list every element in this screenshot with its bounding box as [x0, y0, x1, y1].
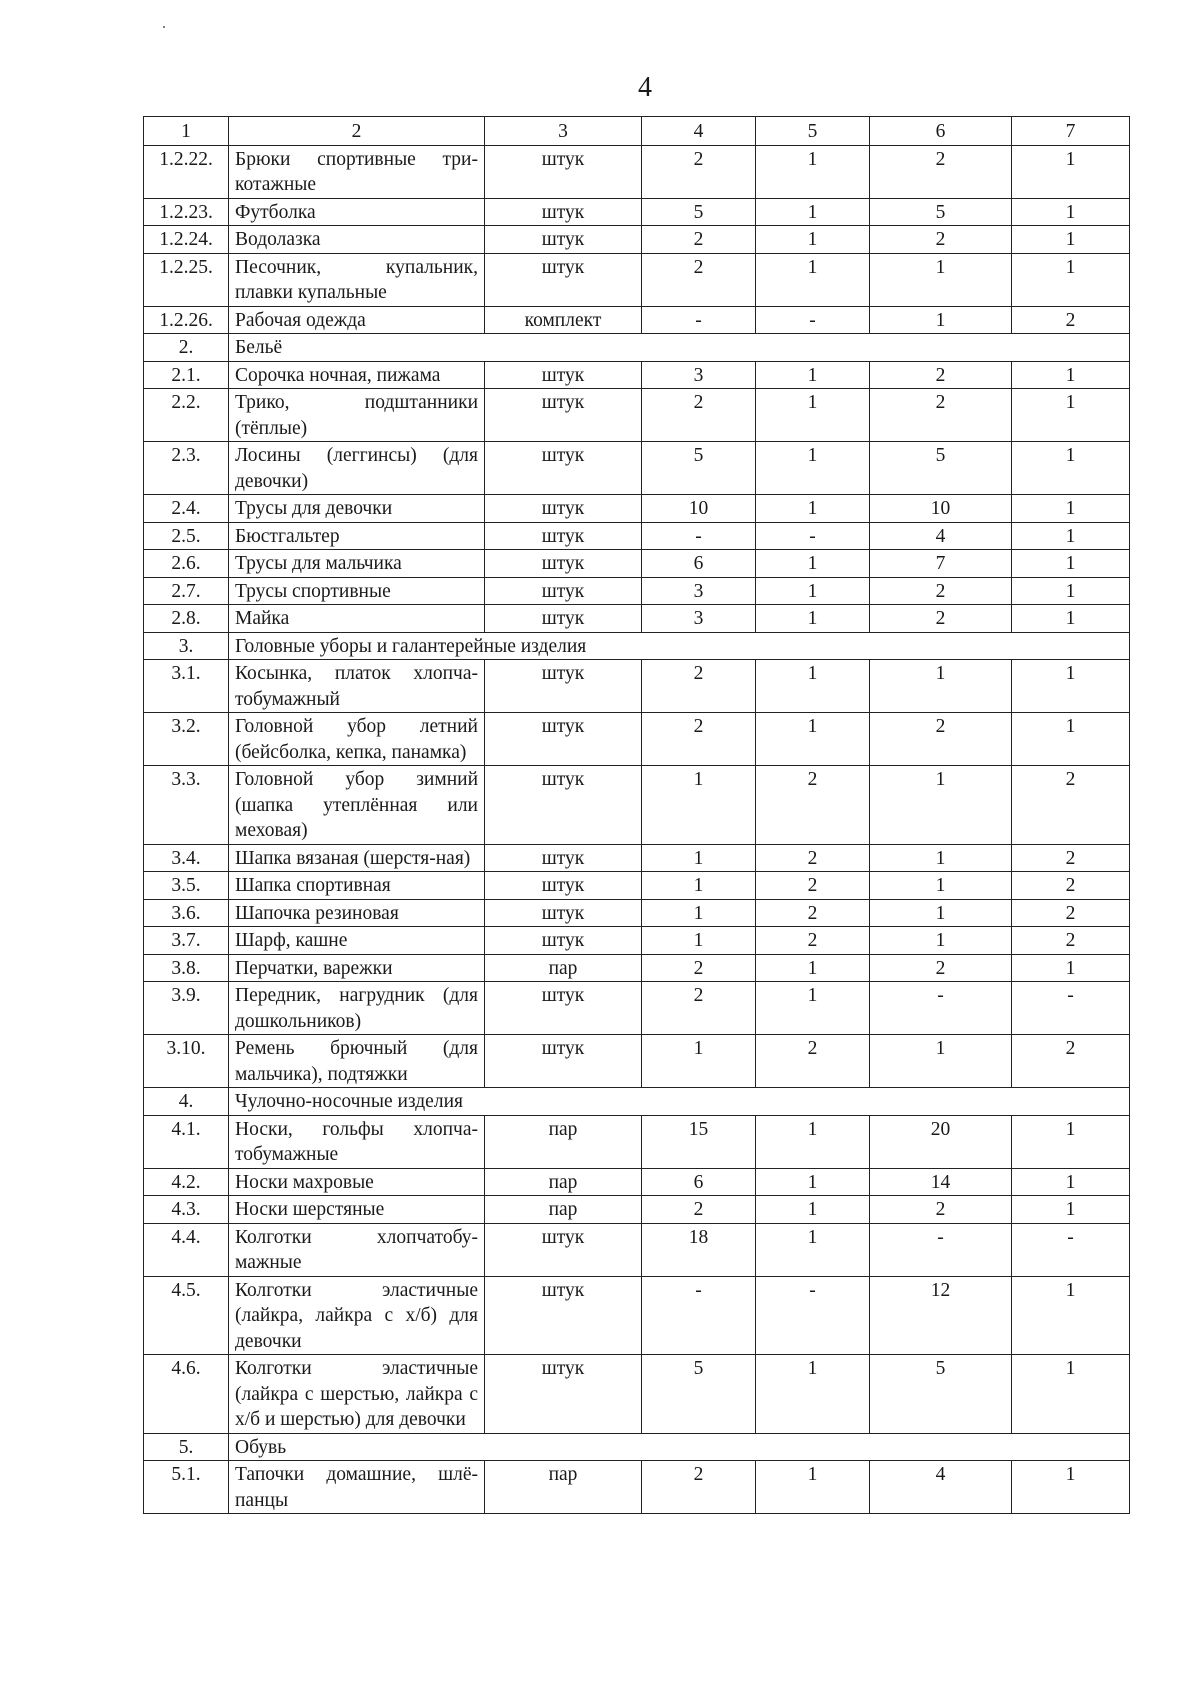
- cell-col5: 2: [756, 927, 870, 955]
- section-number: 3.: [144, 632, 229, 660]
- cell-col5: 1: [756, 226, 870, 254]
- item-number: 2.4.: [144, 495, 229, 523]
- table-row: [144, 872, 1130, 900]
- cell-col7: 1: [1012, 145, 1130, 198]
- column-number-row: [144, 117, 1130, 146]
- item-name: Лосины (леггинсы) (для девочки): [229, 442, 485, 495]
- item-name: Косынка, платок хлопча-тобумажный: [229, 660, 485, 713]
- item-name: Бюстгальтер: [229, 522, 485, 550]
- item-unit: штук: [485, 899, 642, 927]
- item-unit: штук: [485, 766, 642, 845]
- cell-col6: 5: [870, 442, 1012, 495]
- item-number: 2.1.: [144, 361, 229, 389]
- cell-col7: 1: [1012, 1115, 1130, 1168]
- item-name: Колготки хлопчатобу-мажные: [229, 1223, 485, 1276]
- cell-col5: 1: [756, 361, 870, 389]
- column-number: 1: [144, 117, 229, 146]
- table-row: [144, 660, 1130, 713]
- cell-col5: 1: [756, 1223, 870, 1276]
- table-row: [144, 442, 1130, 495]
- cell-col6: 7: [870, 550, 1012, 578]
- section-title: Бельё: [229, 334, 1130, 362]
- cell-col7: 1: [1012, 605, 1130, 633]
- cell-col7: 1: [1012, 1276, 1130, 1355]
- item-number: 2.7.: [144, 577, 229, 605]
- cell-col6: 2: [870, 713, 1012, 766]
- cell-col6: 2: [870, 361, 1012, 389]
- item-unit: штук: [485, 522, 642, 550]
- section-row: [144, 334, 1130, 362]
- cell-col7: 1: [1012, 522, 1130, 550]
- cell-col6: 20: [870, 1115, 1012, 1168]
- cell-col5: 2: [756, 899, 870, 927]
- cell-col7: 1: [1012, 577, 1130, 605]
- cell-col7: 2: [1012, 844, 1130, 872]
- item-unit: штук: [485, 660, 642, 713]
- item-unit: комплект: [485, 306, 642, 334]
- cell-col6: 1: [870, 1035, 1012, 1088]
- cell-col5: 1: [756, 660, 870, 713]
- cell-col5: 1: [756, 577, 870, 605]
- item-name: Колготки эластичные (лайкра, лайкра с х/б) для девочки: [229, 1276, 485, 1355]
- section-number: 5.: [144, 1433, 229, 1461]
- column-number: 7: [1012, 117, 1130, 146]
- cell-col4: 2: [642, 1461, 756, 1514]
- table-body: [144, 117, 1130, 1514]
- column-number: 2: [229, 117, 485, 146]
- cell-col6: 4: [870, 522, 1012, 550]
- item-name: Трусы для мальчика: [229, 550, 485, 578]
- cell-col4: 2: [642, 713, 756, 766]
- item-number: 4.5.: [144, 1276, 229, 1355]
- item-unit: штук: [485, 844, 642, 872]
- cell-col7: 1: [1012, 253, 1130, 306]
- column-number: 3: [485, 117, 642, 146]
- item-unit: штук: [485, 713, 642, 766]
- cell-col6: 1: [870, 253, 1012, 306]
- cell-col5: 1: [756, 198, 870, 226]
- cell-col4: 2: [642, 226, 756, 254]
- item-unit: штук: [485, 361, 642, 389]
- item-unit: штук: [485, 872, 642, 900]
- cell-col7: 1: [1012, 1461, 1130, 1514]
- item-number: 2.3.: [144, 442, 229, 495]
- table-row: [144, 145, 1130, 198]
- cell-col7: 2: [1012, 306, 1130, 334]
- table-row: [144, 1223, 1130, 1276]
- table-row: [144, 577, 1130, 605]
- item-name: Водолазка: [229, 226, 485, 254]
- item-unit: штук: [485, 226, 642, 254]
- item-name: Головной убор летний (бейсболка, кепка, панамка): [229, 713, 485, 766]
- item-name: Ремень брючный (для мальчика), подтяжки: [229, 1035, 485, 1088]
- section-row: [144, 632, 1130, 660]
- item-unit: штук: [485, 605, 642, 633]
- item-number: 4.3.: [144, 1196, 229, 1224]
- table-row: [144, 927, 1130, 955]
- section-row: [144, 1088, 1130, 1116]
- cell-col7: 1: [1012, 660, 1130, 713]
- table-row: [144, 550, 1130, 578]
- table-row: [144, 1035, 1130, 1088]
- cell-col5: 2: [756, 844, 870, 872]
- cell-col4: 3: [642, 361, 756, 389]
- cell-col5: 1: [756, 982, 870, 1035]
- item-number: 2.5.: [144, 522, 229, 550]
- item-unit: пар: [485, 1196, 642, 1224]
- item-number: 4.1.: [144, 1115, 229, 1168]
- item-name: Носки шерстяные: [229, 1196, 485, 1224]
- item-name: Футболка: [229, 198, 485, 226]
- table-row: [144, 306, 1130, 334]
- cell-col7: -: [1012, 1223, 1130, 1276]
- cell-col5: 2: [756, 766, 870, 845]
- cell-col5: 1: [756, 442, 870, 495]
- item-number: 3.7.: [144, 927, 229, 955]
- cell-col6: 2: [870, 605, 1012, 633]
- table-row: [144, 844, 1130, 872]
- cell-col6: 2: [870, 145, 1012, 198]
- cell-col4: 1: [642, 899, 756, 927]
- cell-col4: 5: [642, 1355, 756, 1434]
- item-number: 3.3.: [144, 766, 229, 845]
- document-table: [143, 116, 1130, 1514]
- item-number: 1.2.24.: [144, 226, 229, 254]
- cell-col7: 1: [1012, 198, 1130, 226]
- cell-col7: 1: [1012, 713, 1130, 766]
- page-number: 4: [638, 72, 652, 103]
- item-number: 3.2.: [144, 713, 229, 766]
- item-unit: штук: [485, 442, 642, 495]
- cell-col4: 3: [642, 577, 756, 605]
- cell-col4: 18: [642, 1223, 756, 1276]
- cell-col6: -: [870, 1223, 1012, 1276]
- item-number: 4.4.: [144, 1223, 229, 1276]
- cell-col5: 1: [756, 495, 870, 523]
- section-row: [144, 1433, 1130, 1461]
- column-number: 5: [756, 117, 870, 146]
- item-number: 1.2.22.: [144, 145, 229, 198]
- cell-col4: 1: [642, 766, 756, 845]
- cell-col4: 2: [642, 253, 756, 306]
- cell-col6: 5: [870, 1355, 1012, 1434]
- column-number: 6: [870, 117, 1012, 146]
- table-row: [144, 1461, 1130, 1514]
- table-row: [144, 982, 1130, 1035]
- table-row: [144, 899, 1130, 927]
- cell-col4: 6: [642, 550, 756, 578]
- item-unit: штук: [485, 253, 642, 306]
- item-name: Трусы спортивные: [229, 577, 485, 605]
- item-name: Тапочки домашние, шлё-панцы: [229, 1461, 485, 1514]
- item-number: 3.10.: [144, 1035, 229, 1088]
- scan-speck: [163, 26, 165, 28]
- item-name: Майка: [229, 605, 485, 633]
- table-row: [144, 1168, 1130, 1196]
- cell-col6: 2: [870, 577, 1012, 605]
- table-row: [144, 253, 1130, 306]
- item-number: 3.9.: [144, 982, 229, 1035]
- item-name: Шапочка резиновая: [229, 899, 485, 927]
- item-number: 2.2.: [144, 389, 229, 442]
- table-row: [144, 605, 1130, 633]
- cell-col5: 1: [756, 713, 870, 766]
- cell-col4: 1: [642, 872, 756, 900]
- cell-col4: 1: [642, 844, 756, 872]
- cell-col6: 2: [870, 389, 1012, 442]
- item-number: 4.6.: [144, 1355, 229, 1434]
- cell-col4: 15: [642, 1115, 756, 1168]
- item-unit: штук: [485, 927, 642, 955]
- cell-col7: 2: [1012, 766, 1130, 845]
- table-row: [144, 198, 1130, 226]
- cell-col5: 1: [756, 954, 870, 982]
- cell-col4: 6: [642, 1168, 756, 1196]
- item-unit: штук: [485, 1035, 642, 1088]
- table-row: [144, 495, 1130, 523]
- cell-col7: 1: [1012, 226, 1130, 254]
- section-number: 2.: [144, 334, 229, 362]
- item-unit: пар: [485, 1168, 642, 1196]
- item-number: 3.1.: [144, 660, 229, 713]
- cell-col5: 1: [756, 145, 870, 198]
- item-number: 3.5.: [144, 872, 229, 900]
- cell-col4: 2: [642, 982, 756, 1035]
- item-name: Трико, подштанники (тёплые): [229, 389, 485, 442]
- cell-col4: 2: [642, 145, 756, 198]
- item-name: Колготки эластичные (лайкра с шерстью, лайкра с х/б и шерстью) для девочки: [229, 1355, 485, 1434]
- cell-col5: -: [756, 522, 870, 550]
- cell-col7: -: [1012, 982, 1130, 1035]
- item-number: 1.2.23.: [144, 198, 229, 226]
- cell-col7: 1: [1012, 442, 1130, 495]
- item-unit: штук: [485, 198, 642, 226]
- cell-col4: 5: [642, 198, 756, 226]
- item-unit: пар: [485, 954, 642, 982]
- table-row: [144, 389, 1130, 442]
- item-unit: штук: [485, 577, 642, 605]
- cell-col4: 2: [642, 660, 756, 713]
- item-name: Головной убор зимний (шапка утеплённая или меховая): [229, 766, 485, 845]
- item-unit: штук: [485, 550, 642, 578]
- cell-col4: 1: [642, 927, 756, 955]
- section-title: Головные уборы и галантерейные изделия: [229, 632, 1130, 660]
- cell-col6: 1: [870, 899, 1012, 927]
- cell-col5: 1: [756, 389, 870, 442]
- item-number: 3.4.: [144, 844, 229, 872]
- item-name: Передник, нагрудник (для дошкольников): [229, 982, 485, 1035]
- cell-col6: 2: [870, 954, 1012, 982]
- cell-col7: 1: [1012, 389, 1130, 442]
- cell-col6: 2: [870, 226, 1012, 254]
- cell-col7: 1: [1012, 1196, 1130, 1224]
- item-number: 2.8.: [144, 605, 229, 633]
- cell-col6: 1: [870, 306, 1012, 334]
- item-unit: штук: [485, 1223, 642, 1276]
- cell-col4: 1: [642, 1035, 756, 1088]
- cell-col6: 1: [870, 844, 1012, 872]
- item-unit: штук: [485, 495, 642, 523]
- item-name: Носки махровые: [229, 1168, 485, 1196]
- cell-col5: 1: [756, 550, 870, 578]
- cell-col7: 1: [1012, 361, 1130, 389]
- item-number: 5.1.: [144, 1461, 229, 1514]
- cell-col6: 4: [870, 1461, 1012, 1514]
- cell-col5: 1: [756, 605, 870, 633]
- cell-col6: 14: [870, 1168, 1012, 1196]
- cell-col7: 2: [1012, 899, 1130, 927]
- cell-col4: 2: [642, 954, 756, 982]
- cell-col6: 5: [870, 198, 1012, 226]
- cell-col5: 1: [756, 1461, 870, 1514]
- cell-col6: 1: [870, 927, 1012, 955]
- table-row: [144, 522, 1130, 550]
- item-name: Шапка спортивная: [229, 872, 485, 900]
- item-name: Трусы для девочки: [229, 495, 485, 523]
- table-row: [144, 226, 1130, 254]
- cell-col4: -: [642, 1276, 756, 1355]
- cell-col5: 1: [756, 1115, 870, 1168]
- cell-col5: 2: [756, 872, 870, 900]
- item-unit: пар: [485, 1115, 642, 1168]
- table-row: [144, 954, 1130, 982]
- item-unit: штук: [485, 1276, 642, 1355]
- cell-col6: 2: [870, 1196, 1012, 1224]
- cell-col7: 1: [1012, 1355, 1130, 1434]
- item-name: Песочник, купальник, плавки купальные: [229, 253, 485, 306]
- item-name: Перчатки, варежки: [229, 954, 485, 982]
- item-number: 1.2.25.: [144, 253, 229, 306]
- section-title: Обувь: [229, 1433, 1130, 1461]
- cell-col5: 1: [756, 1196, 870, 1224]
- cell-col7: 2: [1012, 927, 1130, 955]
- cell-col4: 2: [642, 389, 756, 442]
- cell-col4: 10: [642, 495, 756, 523]
- cell-col7: 2: [1012, 872, 1130, 900]
- cell-col7: 1: [1012, 1168, 1130, 1196]
- table-row: [144, 1196, 1130, 1224]
- item-name: Сорочка ночная, пижама: [229, 361, 485, 389]
- table-row: [144, 766, 1130, 845]
- table-row: [144, 1276, 1130, 1355]
- item-unit: штук: [485, 145, 642, 198]
- section-title: Чулочно-носочные изделия: [229, 1088, 1130, 1116]
- cell-col5: -: [756, 306, 870, 334]
- cell-col6: 1: [870, 872, 1012, 900]
- item-number: 3.8.: [144, 954, 229, 982]
- table-row: [144, 1115, 1130, 1168]
- table-row: [144, 1355, 1130, 1434]
- cell-col7: 1: [1012, 550, 1130, 578]
- cell-col4: 5: [642, 442, 756, 495]
- item-unit: штук: [485, 982, 642, 1035]
- item-name: Носки, гольфы хлопча-тобумажные: [229, 1115, 485, 1168]
- cell-col7: 2: [1012, 1035, 1130, 1088]
- item-name: Шапка вязаная (шерстя-ная): [229, 844, 485, 872]
- cell-col6: 12: [870, 1276, 1012, 1355]
- cell-col4: 3: [642, 605, 756, 633]
- cell-col4: 2: [642, 1196, 756, 1224]
- item-unit: пар: [485, 1461, 642, 1514]
- item-name: Рабочая одежда: [229, 306, 485, 334]
- item-name: Брюки спортивные три-котажные: [229, 145, 485, 198]
- cell-col4: -: [642, 306, 756, 334]
- cell-col5: 2: [756, 1035, 870, 1088]
- section-number: 4.: [144, 1088, 229, 1116]
- cell-col6: 1: [870, 766, 1012, 845]
- table-row: [144, 361, 1130, 389]
- column-number: 4: [642, 117, 756, 146]
- cell-col6: 10: [870, 495, 1012, 523]
- cell-col5: 1: [756, 1355, 870, 1434]
- item-number: 2.6.: [144, 550, 229, 578]
- item-number: 3.6.: [144, 899, 229, 927]
- table-row: [144, 713, 1130, 766]
- item-number: 4.2.: [144, 1168, 229, 1196]
- cell-col7: 1: [1012, 495, 1130, 523]
- item-name: Шарф, кашне: [229, 927, 485, 955]
- cell-col7: 1: [1012, 954, 1130, 982]
- cell-col6: 1: [870, 660, 1012, 713]
- cell-col6: -: [870, 982, 1012, 1035]
- cell-col5: -: [756, 1276, 870, 1355]
- cell-col5: 1: [756, 1168, 870, 1196]
- item-unit: штук: [485, 389, 642, 442]
- item-number: 1.2.26.: [144, 306, 229, 334]
- item-unit: штук: [485, 1355, 642, 1434]
- cell-col4: -: [642, 522, 756, 550]
- cell-col5: 1: [756, 253, 870, 306]
